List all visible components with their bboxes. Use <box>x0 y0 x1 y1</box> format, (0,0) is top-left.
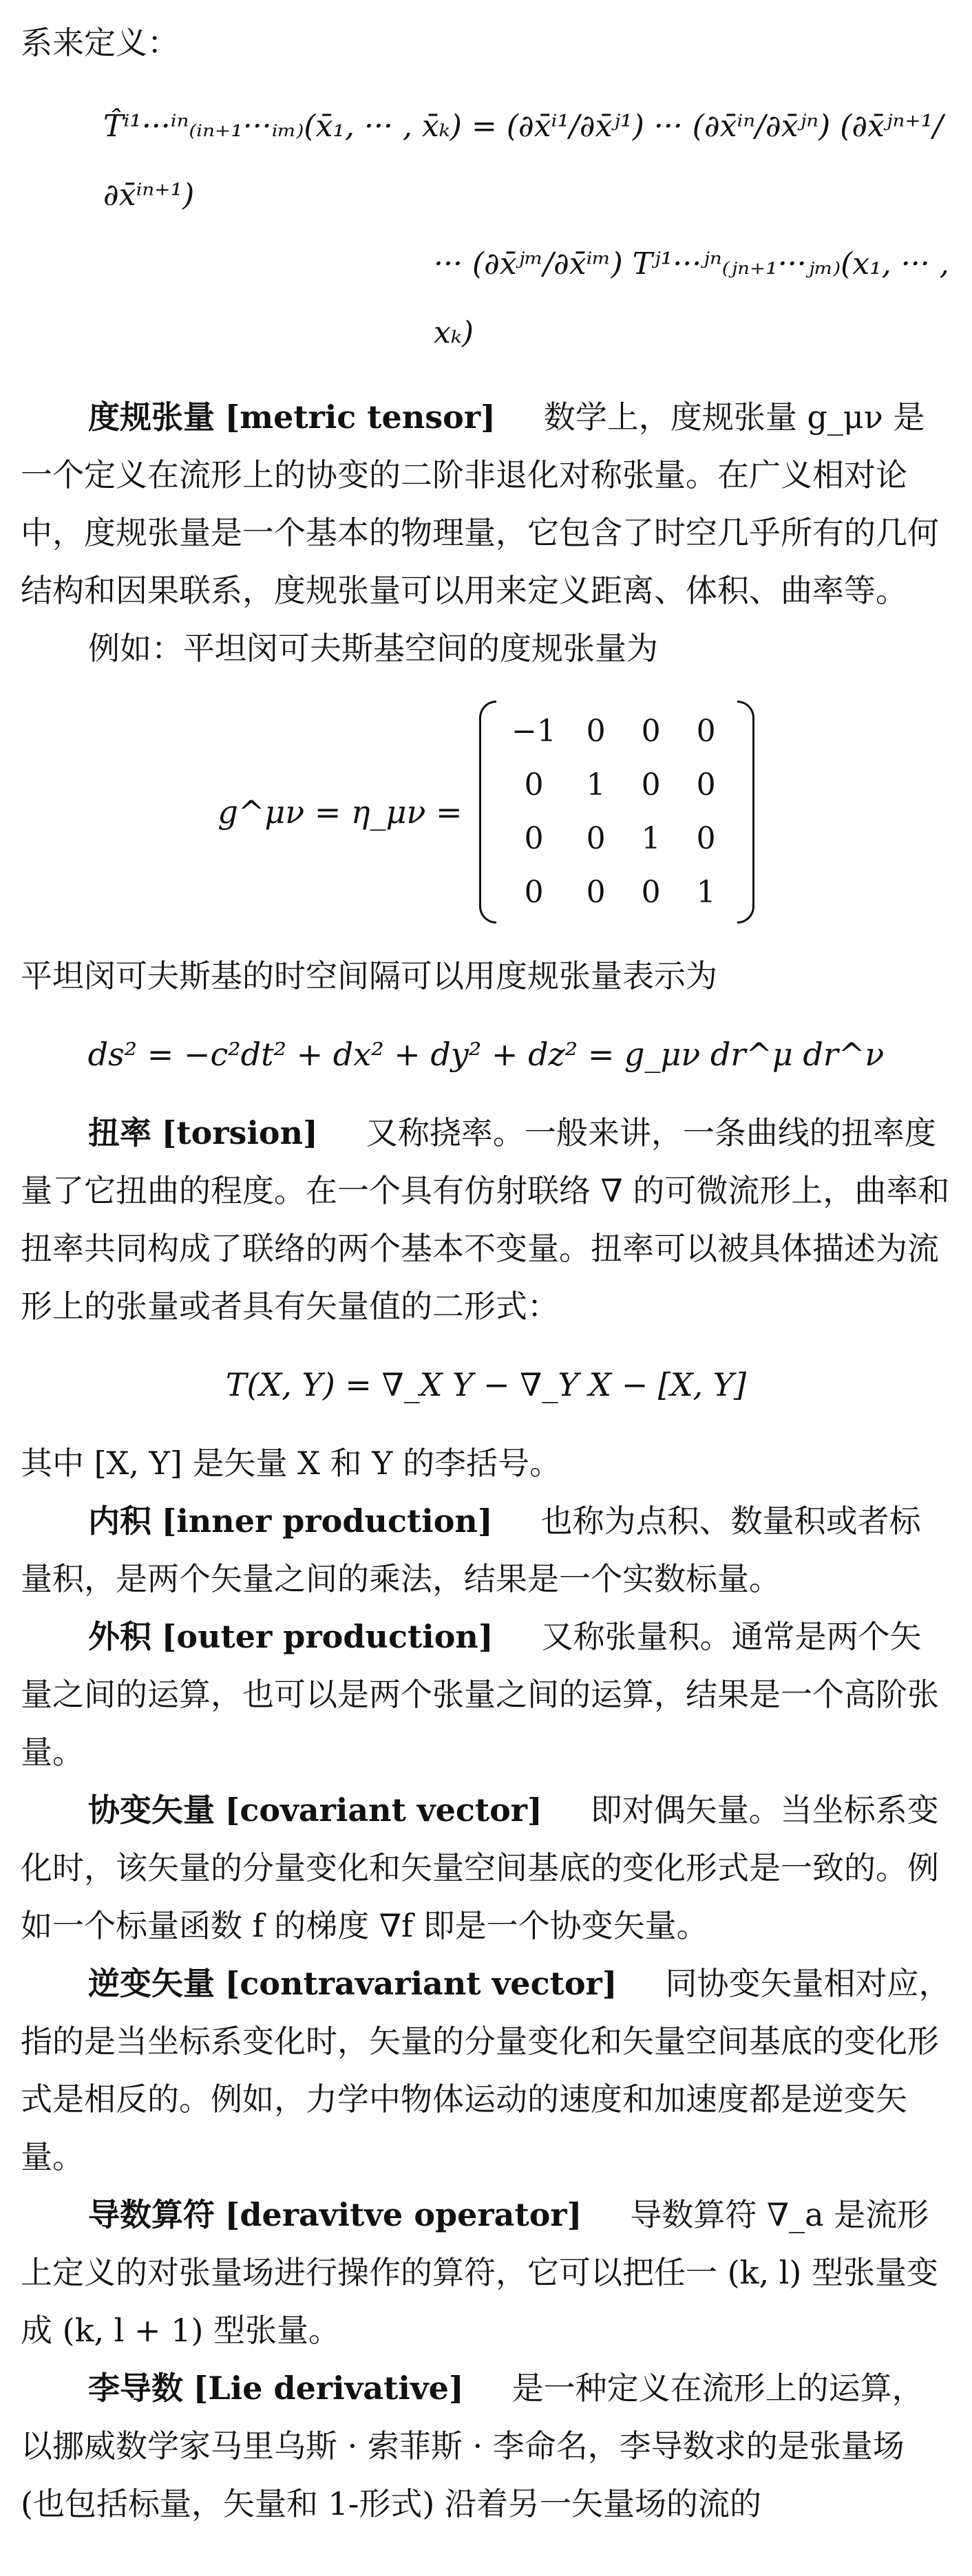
metric-matrix <box>479 705 754 919</box>
intro-line: 系来定义： <box>21 24 179 61</box>
torsion-after-text: 其中 [X, Y] 是矢量 X 和 Y 的李括号。 <box>21 1445 562 1482</box>
term-en: [metric tensor] <box>224 398 496 436</box>
term-cn: 外积 <box>88 1618 151 1655</box>
term-en: [outer production] <box>161 1618 494 1655</box>
entry-text: 也称为点积、数量积或者标量积，是两个矢量之间的乘法，结果是一个实数标量。 <box>21 1502 921 1597</box>
entry-torsion <box>21 1104 951 1335</box>
interval-text: 平坦闵可夫斯基的时空间隔可以用度规张量表示为 <box>21 957 717 994</box>
matrix-cell: 0 <box>524 875 544 910</box>
matrix-cell: 1 <box>641 821 661 856</box>
entry-text: 又称挠率。一般来讲，一条曲线的扭率度量了它扭曲的程度。在一个具有仿射联络 ∇ 的可微流形上，曲率和扭率共同构成了联络的两个基本不变量。扭率可以被具体描述为流形上的张量或者具有矢量值的二形式： <box>21 1114 950 1325</box>
matrix-cell: 0 <box>696 767 716 802</box>
tensor-transform-line-1: T̂ⁱ¹···ⁱⁿ₍ᵢₙ₊₁···ᵢₘ₎(x̄₁, ··· , x̄ₖ) = (∂x̄ⁱ¹/∂x̄ʲ¹) ··· (∂x̄ⁱⁿ/∂x̄ʲⁿ) (∂x̄ʲⁿ⁺¹/∂x̄ⁱⁿ⁺¹) <box>103 109 944 213</box>
entry-text: 是一种定义在流形上的运算，以挪威数学家马里乌斯 · 索菲斯 · 李命名，李导数求的是张量场 (也包括标量，矢量和 1-形式) 沿着另一矢量场的流的 <box>21 2370 924 2522</box>
matrix-cell: 0 <box>641 714 661 749</box>
term-cn: 导数算符 <box>88 2196 215 2233</box>
metric-example-text: 例如：平坦闵可夫斯基空间的度规张量为 <box>88 630 658 667</box>
entry-derivative-operator <box>21 2186 951 2359</box>
term-en: [inner production] <box>161 1502 493 1540</box>
tensor-transform-line-2: ··· (∂x̄ʲᵐ/∂x̄ⁱᵐ) Tʲ¹···ʲⁿ₍ⱼₙ₊₁···ⱼₘ₎(x₁, ··· , xₖ) <box>434 246 949 350</box>
term-en: [Lie derivative] <box>193 2370 464 2407</box>
matrix-cell: 1 <box>696 875 716 910</box>
entry-lie-derivative <box>21 2359 951 2533</box>
term-cn: 逆变矢量 <box>88 1965 215 2002</box>
matrix-cell: 0 <box>586 714 606 749</box>
matrix-cell: 0 <box>524 821 544 856</box>
matrix-cell: 0 <box>641 875 661 910</box>
term-en: [contravariant vector] <box>224 1965 617 2002</box>
torsion-equation: T(X, Y) = ∇_X Y − ∇_Y X − [X, Y] <box>225 1366 747 1403</box>
term-cn: 扭率 <box>88 1114 151 1151</box>
minkowski-metric-equation <box>21 702 951 922</box>
term-cn: 李导数 <box>88 2370 183 2407</box>
entry-text: 又称张量积。通常是两个矢量之间的运算，也可以是两个张量之间的运算，结果是一个高阶张量。 <box>21 1618 939 1771</box>
interval-equation: ds² = −c²dt² + dx² + dy² + dz² = g_μν dr^μ dr^ν <box>87 1036 885 1073</box>
term-en: [deravitve operator] <box>224 2196 582 2233</box>
entry-metric-tensor <box>21 388 951 619</box>
matrix-cell: −1 <box>511 714 557 749</box>
matrix-cell: 0 <box>696 821 716 856</box>
matrix-cell: 0 <box>524 767 544 802</box>
term-en: [torsion] <box>161 1114 318 1151</box>
entry-text: 即对偶矢量。当坐标系变化时，该矢量的分量变化和矢量空间基底的变化形式是一致的。例如一个标量函数 f 的梯度 ∇f 即是一个协变矢量。 <box>21 1791 939 1944</box>
tensor-transform-equation <box>103 92 951 368</box>
matrix-cell: 0 <box>696 714 716 749</box>
entry-outer-product <box>21 1608 951 1781</box>
term-cn: 内积 <box>88 1502 151 1540</box>
entry-text: 数学上，度规张量 g_μν 是一个定义在流形上的协变的二阶非退化对称张量。在广义相对论中，度规张量是一个基本的物理量，它包含了时空几乎所有的几何结构和因果联系，度规张量可以用来定义距离、体积、曲率等。 <box>21 398 939 609</box>
matrix-cell: 0 <box>586 821 606 856</box>
matrix-lhs: g^μν = η_μν = <box>218 794 463 831</box>
entry-contravariant-vector <box>21 1955 951 2186</box>
entry-text: 导数算符 ∇_a 是流形上定义的对张量场进行操作的算符，它可以把任一 (k, l) 型张量变成 (k, l + 1) 型张量。 <box>21 2196 938 2349</box>
matrix-cell: 0 <box>641 767 661 802</box>
matrix-cell: 0 <box>586 875 606 910</box>
term-en: [covariant vector] <box>224 1791 542 1829</box>
entry-inner-product <box>21 1492 951 1608</box>
term-cn: 协变矢量 <box>88 1791 215 1829</box>
entry-covariant-vector <box>21 1781 951 1955</box>
matrix-cell: 1 <box>586 767 606 802</box>
entry-text: 同协变矢量相对应，指的是当坐标系变化时，矢量的分量变化和矢量空间基底的变化形式是相反的。例如，力学中物体运动的速度和加速度都是逆变矢量。 <box>21 1965 951 2175</box>
term-cn: 度规张量 <box>88 398 215 436</box>
